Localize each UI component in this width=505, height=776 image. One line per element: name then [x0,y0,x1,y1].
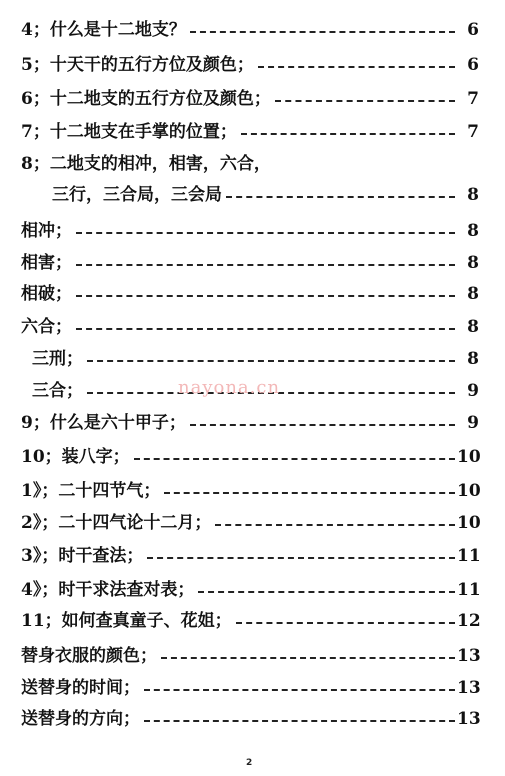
watermark-text: nayona.cn [178,377,281,398]
toc-entry-page: 6 [456,52,479,78]
dot-leader [275,100,455,102]
toc-entry [0,281,505,307]
toc-entry [0,86,505,112]
dot-leader [198,591,455,593]
toc-entry [0,444,505,470]
dot-leader [76,232,455,234]
dot-leader [258,66,455,68]
dot-leader [190,31,455,33]
dot-leader [87,360,455,362]
toc-entry [0,17,505,43]
toc-entry-label: 2》；二十四气论十二月； [21,510,213,536]
toc-entry [0,314,505,340]
toc-entry-page: 8 [456,182,479,208]
toc-entry-page: 11 [456,577,479,603]
toc-entry-page: 8 [456,314,479,340]
dot-leader [161,657,455,659]
toc-entry-page: 8 [456,281,479,307]
toc-entry [0,510,505,536]
toc-entry-label: 8；二地支的相冲，相害，六合， [21,151,273,177]
toc-entry-page: 7 [456,119,479,145]
toc-entry [0,478,505,504]
toc-entry-label: 相害； [21,250,74,276]
dot-leader [241,133,455,135]
dot-leader [215,524,455,526]
toc-entry-label: 3》；时干查法； [21,543,145,569]
dot-leader [76,264,455,266]
toc-entry [0,119,505,145]
toc-entry [0,151,505,177]
toc-entry-page: 6 [456,17,479,43]
toc-entry [0,706,505,732]
toc-entry-page: 8 [456,250,479,276]
toc-entry-page: 13 [456,706,479,732]
toc-entry-label: 六合； [21,314,74,340]
toc-entry-page: 9 [456,378,479,404]
toc-entry-label: 9；什么是六十甲子； [21,410,188,436]
toc-entry-label: 11；如何查真童子、花姐； [21,608,234,634]
toc-entry [0,410,505,436]
toc-entry [0,577,505,603]
toc-entry [0,643,505,669]
toc-entry-label: 4；什么是十二地支？ [21,17,188,43]
toc-entry [0,608,505,634]
toc-entry-label: 10；装八字； [21,444,132,470]
dot-leader [134,458,455,460]
toc-entry-label: 送替身的方向； [21,706,142,732]
toc-entry [0,182,505,208]
toc-entry-page: 10 [456,444,479,470]
dot-leader [190,424,455,426]
dot-leader [144,720,455,722]
toc-entry-page: 7 [456,86,479,112]
toc-entry-page: 12 [456,608,479,634]
toc-entry-label: 三刑； [32,346,85,372]
dot-leader [76,328,455,330]
toc-entry [0,250,505,276]
dot-leader [164,492,455,494]
toc-entry [0,543,505,569]
toc-entry-label: 三合； [32,378,85,404]
toc-entry-page: 10 [456,478,479,504]
toc-entry-label: 相破； [21,281,74,307]
toc-entry-page: 9 [456,410,479,436]
toc-entry-page: 10 [456,510,479,536]
toc-entry-page: 8 [456,346,479,372]
toc-entry-page: 8 [456,218,479,244]
toc-entry-page: 13 [456,675,479,701]
dot-leader [144,689,455,691]
toc-entry-label: 4》；时干求法查对表； [21,577,196,603]
toc-entry-label: 6；十二地支的五行方位及颜色； [21,86,273,112]
toc-entry-label: 替身衣服的颜色； [21,643,159,669]
dot-leader [226,196,455,198]
dot-leader [76,295,455,297]
toc-entry-label: 7；十二地支在手掌的位置； [21,119,239,145]
toc-entry [0,52,505,78]
dot-leader [147,557,455,559]
page-number: 2 [246,758,253,768]
toc-entry-label: 5；十天干的五行方位及颜色； [21,52,256,78]
toc-entry [0,218,505,244]
toc-entry-page: 11 [456,543,479,569]
dot-leader [236,622,455,624]
toc-entry-label: 送替身的时间； [21,675,142,701]
toc-entry-label: 三行，三合局，三会局 [52,182,224,208]
toc-entry-label: 相冲； [21,218,74,244]
toc-entry-label: 1》；二十四节气； [21,478,162,504]
toc-entry [0,346,505,372]
toc-entry-page: 13 [456,643,479,669]
toc-entry [0,675,505,701]
